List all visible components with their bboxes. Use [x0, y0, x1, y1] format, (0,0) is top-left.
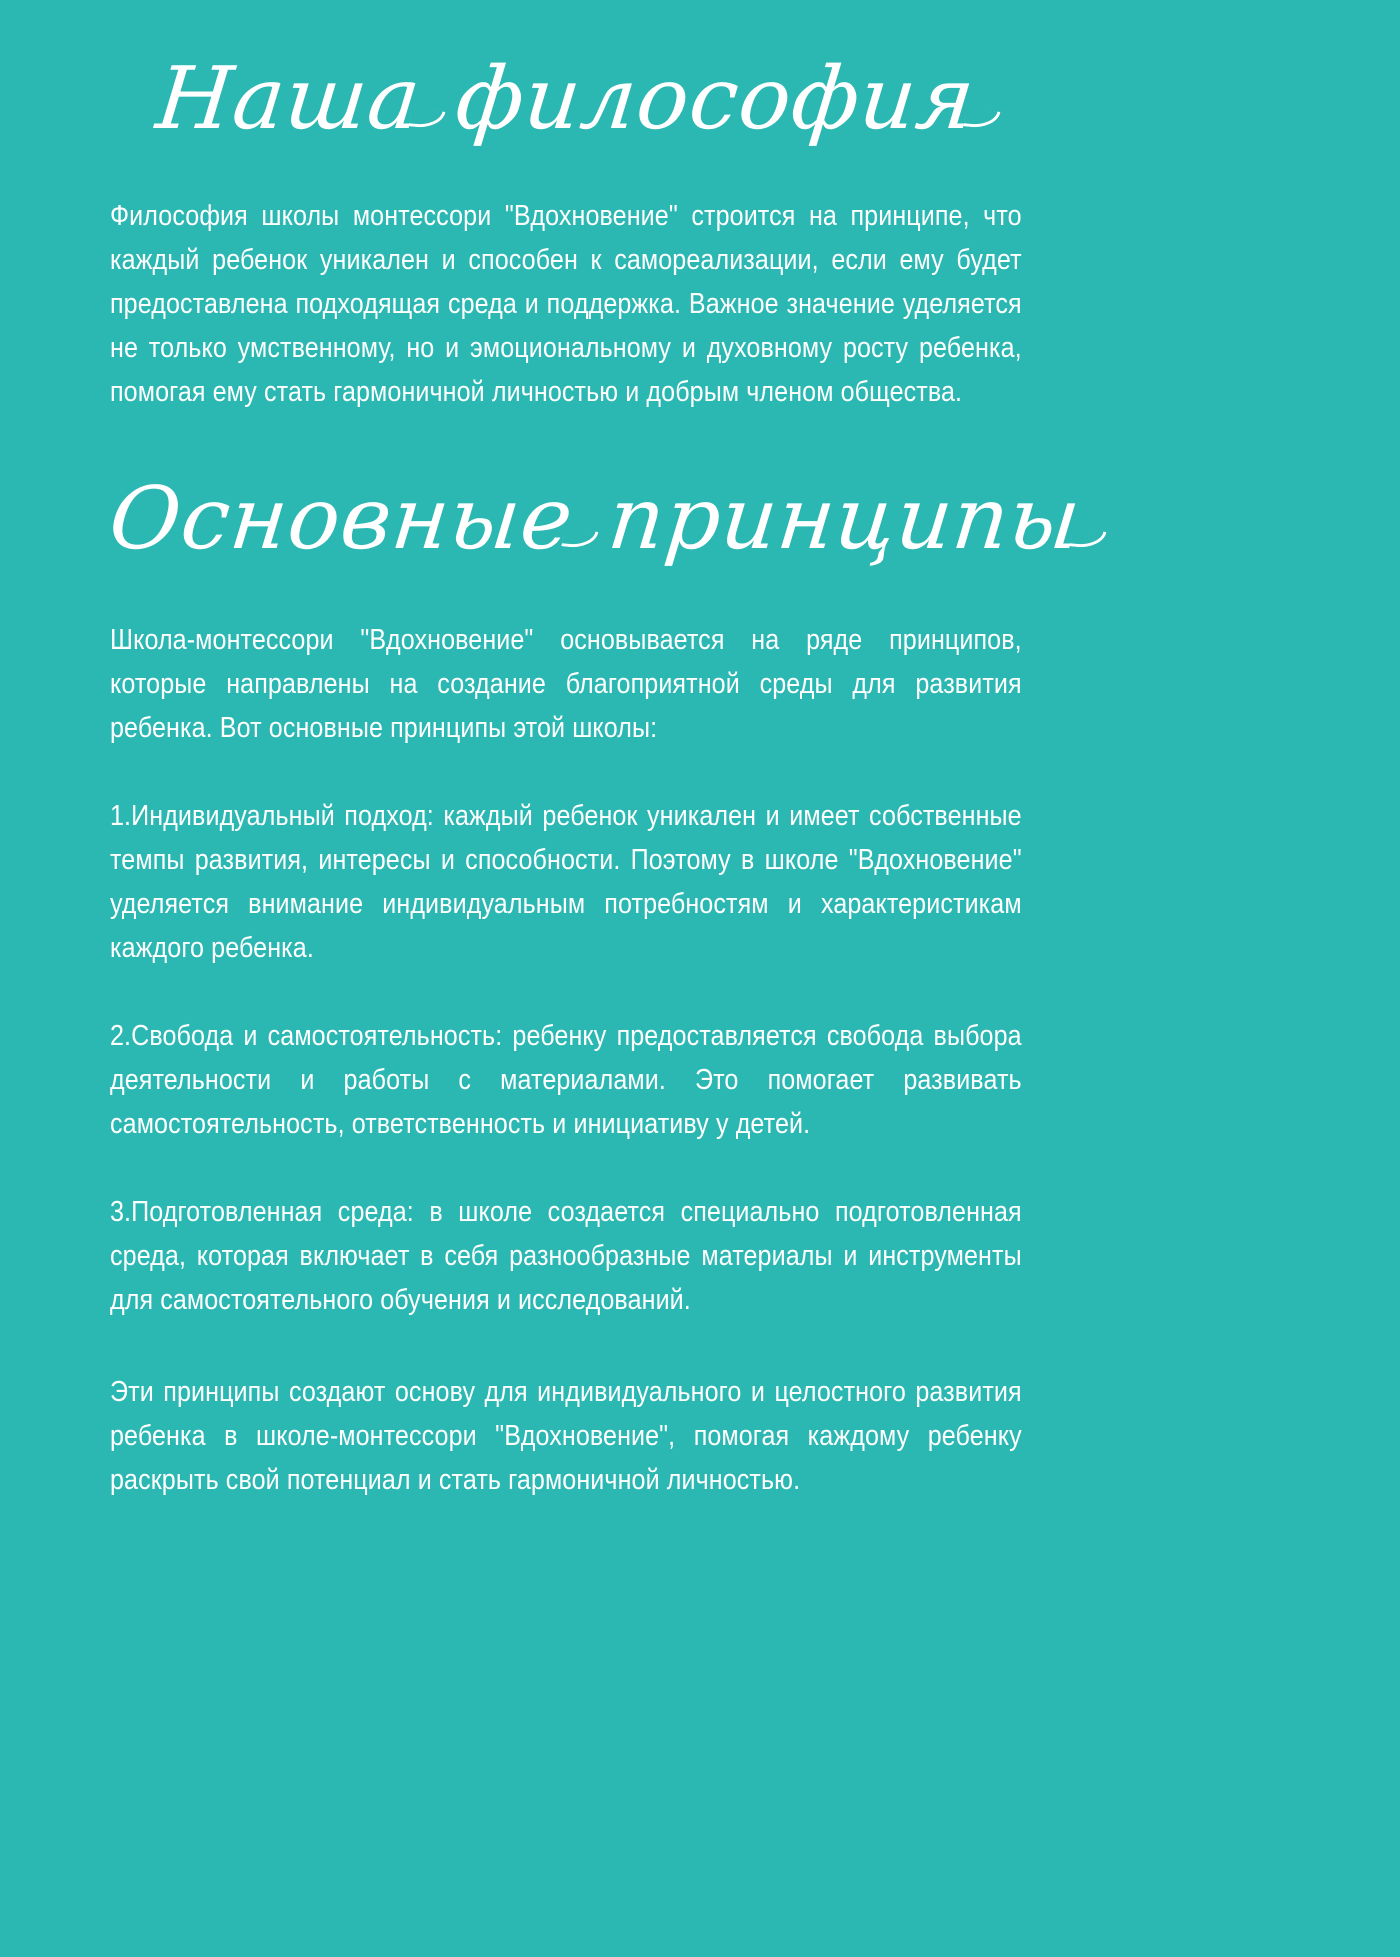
heading-philosophy-word-1: Наша	[152, 49, 426, 149]
principle-item-1: 1.Индивидуальный подход: каждый ребенок уникален и имеет собственные темпы развития, интересы и способности. Поэтому в школе "Вдохновение" уделяется внимание индивидуальным потребностям и характеристикам каждого ребенка.	[110, 800, 1022, 964]
heading-philosophy-word-2: философия	[451, 49, 980, 149]
paragraph-philosophy-intro: Философия школы монтессори "Вдохновение" строится на принципе, что каждый ребенок уникален и способен к самореализации, если ему будет предоставлена подходящая среда и поддержка. Важное значение уделяется не только умственному, но и эмоциональному и духовному росту ребенка, помогая ему стать гармоничной личностью и добрым членом общества.	[110, 200, 1022, 408]
principle-item-3: 3.Подготовленная среда: в школе создается специально подготовленная среда, которая включает в себя разнообразные материалы и инструменты для самостоятельного обучения и исследований.	[110, 1196, 1022, 1316]
heading-principles-word-1: Основные	[104, 469, 579, 569]
heading-our-philosophy	[105, 49, 1026, 149]
heading-main-principles	[104, 469, 1086, 569]
paragraph-closing: Эти принципы создают основу для индивидуального и целостного развития ребенка в школе-монтессори "Вдохновение", помогая каждому ребенку раскрыть свой потенциал и стать гармоничной личностью.	[110, 1376, 1022, 1496]
paragraph-principles-lead: Школа-монтессори "Вдохновение" основывается на ряде принципов, которые направлены на создание благоприятной среды для развития ребенка. Вот основные принципы этой школы:	[110, 624, 1022, 744]
principle-item-2: 2.Свобода и самостоятельность: ребенку предоставляется свобода выбора деятельности и работы с материалами. Это помогает развивать самостоятельность, ответственность и инициативу у детей.	[110, 1020, 1022, 1140]
heading-principles-word-2: принципы	[603, 469, 1086, 569]
document-content-column	[104, 0, 1086, 1502]
